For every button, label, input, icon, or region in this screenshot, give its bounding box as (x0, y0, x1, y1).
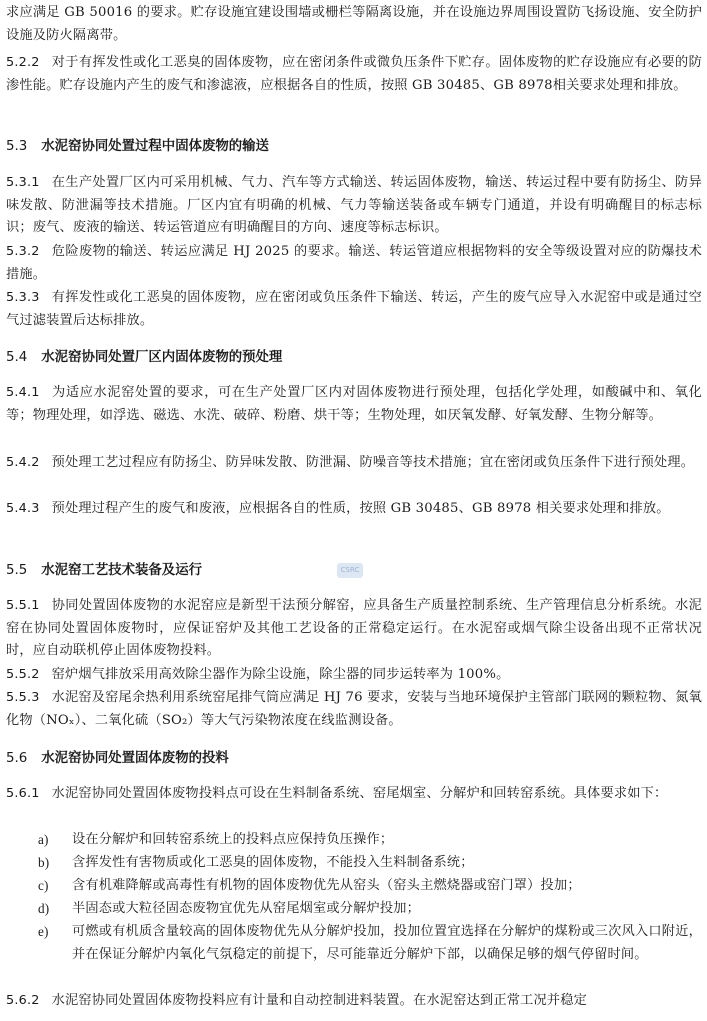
list-item-text: 设在分解炉和回转窑系统上的投料点应保持负压操作； (72, 832, 394, 847)
list-item-label: e) (38, 924, 49, 939)
paragraph-5-5-2: 5.5.2 窑炉烟气排放采用高效除尘器作为除尘设施，除尘器的同步运转率为 100%。 (6, 667, 510, 682)
clause-number: 5.6.2 (6, 993, 40, 1008)
paragraph-5-5-1: 5.5.1 协同处置固体废物的水泥窑应是新型干法预分解窑，应具备生产质量控制系统、生产管理信息分析系统。水泥窑在协同处置固体废物时，应保证窑炉及其他工艺设备的正常稳定运行。在水泥窑或烟气除尘设备出现不正常状况时，应自动联机停止固体废物投料。 (6, 598, 702, 658)
clause-number: 5.3.2 (6, 244, 40, 259)
section-heading-5-4: 5.4 水泥窑协同处置厂区内固体废物的预处理 (6, 350, 283, 365)
list-item (38, 898, 702, 921)
clause-number: 5.5.3 (6, 690, 40, 705)
section-heading-5-3: 5.3 水泥窑协同处置过程中固体废物的输送 (6, 139, 269, 154)
list-item-text: 含挥发性有害物质或化工恶臭的固体废物，不能投入生料制备系统； (72, 855, 474, 870)
section-heading-5-5: 5.5 水泥窑工艺技术装备及运行 (6, 563, 202, 578)
paragraph-5-2-2: 5.2.2 对于有挥发性或化工恶臭的固体废物，应在密闭条件或微负压条件下贮存。固体废物的贮存设施应有必要的防渗性能。贮存设施内产生的废气和渗滤液，应根据各自的性质，按照 GB 30485、GB 8978相关要求处理和排放。 (6, 55, 702, 93)
section-heading-5-6: 5.6 水泥窑协同处置固体废物的投料 (6, 751, 229, 766)
section-number: 5.6 (6, 751, 28, 766)
watermark-logo: CSRC (337, 563, 363, 578)
paragraph-5-4-2: 5.4.2 预处理工艺过程应有防扬尘、防异味发散、防泄漏、防噪音等技术措施；宜在密闭或负压条件下进行预处理。 (6, 455, 695, 470)
paragraph-5-4-3: 5.4.3 预处理过程产生的废气和废液，应根据各自的性质，按照 GB 30485、GB 8978 相关要求处理和排放。 (6, 501, 670, 516)
clause-number: 5.4.3 (6, 501, 40, 516)
clause-number: 5.5.1 (6, 598, 40, 613)
paragraph-5-5-3: 5.5.3 水泥窑及窑尾余热利用系统窑尾排气筒应满足 HJ 76 要求，安装与当地环境保护主管部门联网的颗粒物、氮氧化物（NOₓ）、二氧化硫（SO₂）等大气污染物浓度在线监测设备。 (6, 690, 702, 728)
list-item-text: 含有机难降解或高毒性有机物的固体废物优先从窑头（窑头主燃烧器或窑门罩）投加； (72, 878, 581, 893)
clause-number: 5.2.2 (6, 55, 40, 70)
paragraph-5-6-1: 5.6.1 水泥窑协同处置固体废物投料点可设在生料制备系统、窑尾烟室、分解炉和回转窑系统。具体要求如下： (6, 786, 668, 801)
list-item-label: a) (38, 832, 49, 847)
paragraph-5-6-2: 5.6.2 水泥窑协同处置固体废物投料应有计量和自动控制进料装置。在水泥窑达到正常工况并稳定 (6, 993, 588, 1008)
section-number: 5.5 (6, 563, 28, 578)
list-item-label: d) (38, 901, 50, 916)
list-item (38, 875, 702, 898)
list-item (38, 921, 702, 966)
clause-number: 5.6.1 (6, 786, 40, 801)
clause-number: 5.3.1 (6, 175, 40, 190)
list-item (38, 852, 702, 875)
paragraph-5-3-2: 5.3.2 危险废物的输送、转运应满足 HJ 2025 的要求。输送、转运管道应根据物料的安全等级设置对应的防爆技术措施。 (6, 244, 702, 282)
clause-number: 5.5.2 (6, 667, 40, 682)
paragraph-continuation: 求应满足 GB 50016 的要求。贮存设施宜建设围墙或栅栏等隔离设施，并在设施边界周围设置防飞扬设施、安全防护设施及防火隔离带。 (6, 5, 702, 43)
section-number: 5.3 (6, 139, 28, 154)
paragraph-5-4-1: 5.4.1 为适应水泥窑处置的要求，可在生产处置厂区内对固体废物进行预处理，包括化学处理，如酸碱中和、氧化等；物理处理，如浮选、磁选、水洗、破碎、粉磨、烘干等；生物处理，如厌氧发酵、好氧发酵、生物分解等。 (6, 385, 702, 423)
clause-number: 5.4.2 (6, 455, 40, 470)
list-item-label: c) (38, 878, 49, 893)
list-item (38, 829, 702, 852)
list-item-text: 可燃或有机质含量较高的固体废物优先从分解炉投加，投加位置宜选择在分解炉的煤粉或三次风入口附近，并在保证分解炉内氧化气氛稳定的前提下，尽可能靠近分解炉下部，以确保足够的烟气停留时间。 (72, 924, 702, 962)
clause-number: 5.3.3 (6, 290, 40, 305)
paragraph-5-3-3: 5.3.3 有挥发性或化工恶臭的固体废物，应在密闭或负压条件下输送、转运，产生的废气应导入水泥窑中或是通过空气过滤装置后达标排放。 (6, 290, 702, 328)
clause-number: 5.4.1 (6, 385, 40, 400)
paragraph-5-3-1: 5.3.1 在生产处置厂区内可采用机械、气力、汽车等方式输送、转运固体废物，输送、转运过程中要有防扬尘、防异味发散、防泄漏等技术措施。厂区内宜有明确的机械、气力等输送装备或车辆专门通道，并设有明确醒目的标志标识；废气、废液的输送、转运管道应有明确醒目的方向、速度等标志标识。 (6, 175, 702, 235)
section-number: 5.4 (6, 350, 28, 365)
list-item-text: 半固态或大粒径固态废物宜优先从窑尾烟室或分解炉投加； (72, 901, 421, 916)
list-item-label: b) (38, 855, 50, 870)
